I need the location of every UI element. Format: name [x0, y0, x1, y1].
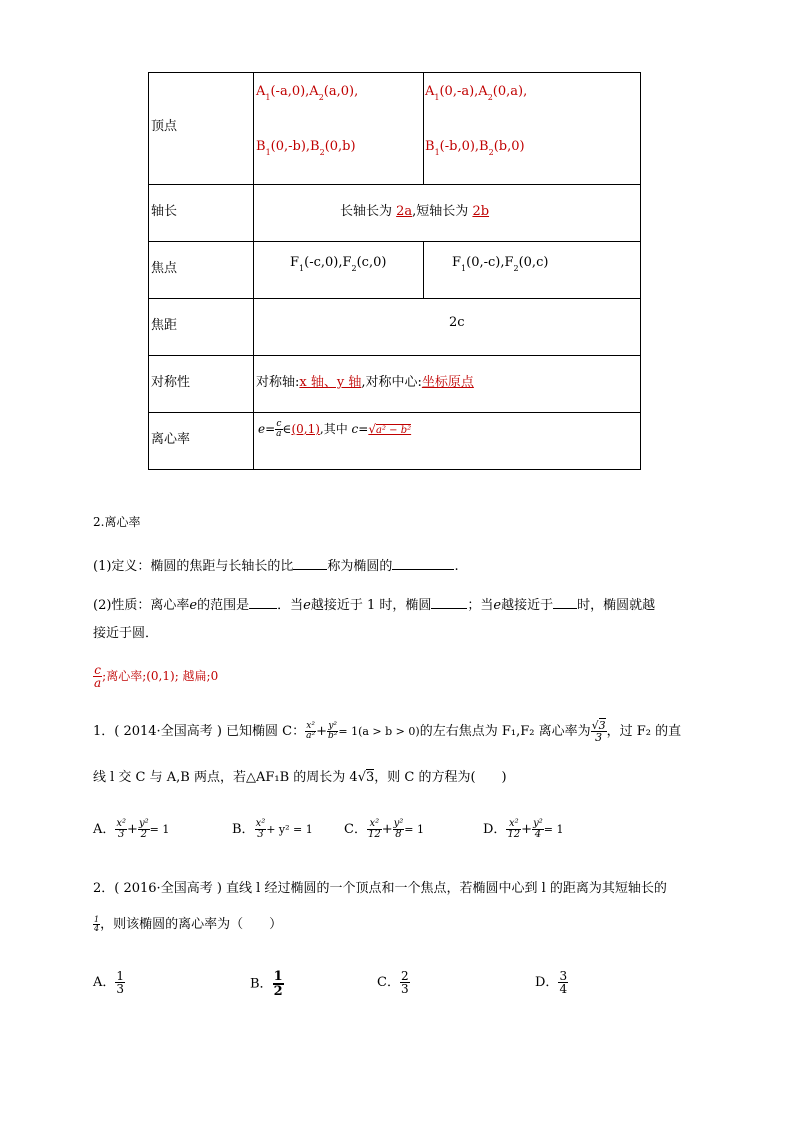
vertex-left-line1: $A_1(-a,0),A_2(a,0)$, [256, 84, 359, 102]
table-column-divider [253, 72, 254, 470]
row-label-focal-distance: 焦距 [151, 318, 178, 333]
vertex-left-line2: $B_1(0,-b),B_2(0,b)$ [256, 139, 356, 157]
row-label-symmetry: 对称性 [151, 375, 191, 390]
table-divider [148, 298, 641, 299]
question-2-line-2: $\frac{1}{4}$ ，则该椭圆的离心率为（ ） [94, 915, 283, 933]
axis-length-value: 长轴长为 2a,短轴长为 2b [340, 204, 490, 219]
table-border-bottom [148, 469, 641, 470]
table-divider [148, 355, 641, 356]
question-1-line-2: 线 l 交 C 与 A,B 两点，若△AF₁B 的周长为 4√3，则 C 的方程为( ) [93, 770, 507, 785]
row-label-focus: 焦点 [151, 261, 178, 276]
definition-line: (1)定义：椭圆的焦距与长轴长的比 称为椭圆的 . [93, 559, 459, 574]
row-label-vertex: 顶点 [151, 119, 178, 134]
focus-left-value: $F_1(-c,0),F_2(c,0)$ [290, 255, 387, 273]
table-divider [148, 241, 641, 242]
question-2-line-1: 2．( 2016·全国高考 ) 直线 l 经过椭圆的一个顶点和一个焦点，若椭圆中心到 l 的距离为其短轴长的 [93, 881, 667, 896]
question-2-option-d[interactable]: D． $\frac{3}{4}$ [535, 969, 568, 996]
table-column-divider [423, 241, 424, 298]
table-divider [148, 184, 641, 185]
focal-distance-value: 2c [449, 315, 465, 330]
vertex-right-line1: $A_1(0,-a),A_2(0,a)$, [425, 84, 528, 102]
row-label-axis-length: 轴长 [151, 204, 178, 219]
question-1-option-b[interactable]: B． $\frac{\text{x²}}{3}$ + y² = 1 [232, 818, 313, 840]
vertex-right-line2: $B_1(-b,0),B_2(b,0)$ [425, 139, 525, 157]
focus-right-value: $F_1(0,-c),F_2(0,c)$ [452, 255, 549, 273]
symmetry-value: 对称轴:x 轴、y 轴,对称中心:坐标原点 [256, 375, 474, 390]
question-2-option-c[interactable]: C． $\frac{2}{3}$ [377, 969, 409, 996]
question-1-option-a[interactable]: A． $\frac{\text{x²}}{3}$ + $\frac{\text{y²}}{2}$ = 1 [93, 818, 170, 840]
table-border-right [640, 72, 641, 470]
table-column-divider [423, 72, 424, 184]
row-label-eccentricity: 离心率 [151, 432, 191, 447]
table-border-left [148, 72, 149, 470]
property-line-2: 接近于圆． [93, 626, 159, 641]
answer-line: $\frac{c}{a}$ ;离心率;(0,1); 越扁;0 [94, 663, 219, 690]
question-1-line-1: 1．( 2014·全国高考 ) 已知椭圆 C： $\frac{\text{x²}}{\text{a²}}$ + $\frac{\text{y²}}{\text{b²}}$ = 1(a > b > 0)的左右焦点为 F₁,F₂ 离心率为 $\frac{√3}{3}$ ，过 F₂ 的直 [93, 719, 682, 744]
property-line: (2)性质：离心率e的范围是 ．当e越接近于 1 时，椭圆 ；当e越接近于 时，椭圆就越 [93, 598, 656, 613]
question-2-option-a[interactable]: A． $\frac{1}{3}$ [93, 969, 125, 996]
section-title: 2.离心率 [93, 515, 141, 529]
question-1-option-c[interactable]: C． $\frac{\text{x²}}{12}$ + $\frac{\text{y²}}{8}$ = 1 [344, 818, 424, 840]
eccentricity-formula: e= $\frac{c}{a}$ ∈(0,1),其中 c=√a² − b² [258, 419, 412, 439]
table-border-top [148, 72, 641, 73]
question-1-option-d[interactable]: D． $\frac{\text{x²}}{12}$ + $\frac{\text{y²}}{4}$ = 1 [483, 818, 564, 840]
table-divider [148, 412, 641, 413]
question-2-option-b[interactable]: B． $\frac{1}{2}$ [250, 969, 283, 999]
